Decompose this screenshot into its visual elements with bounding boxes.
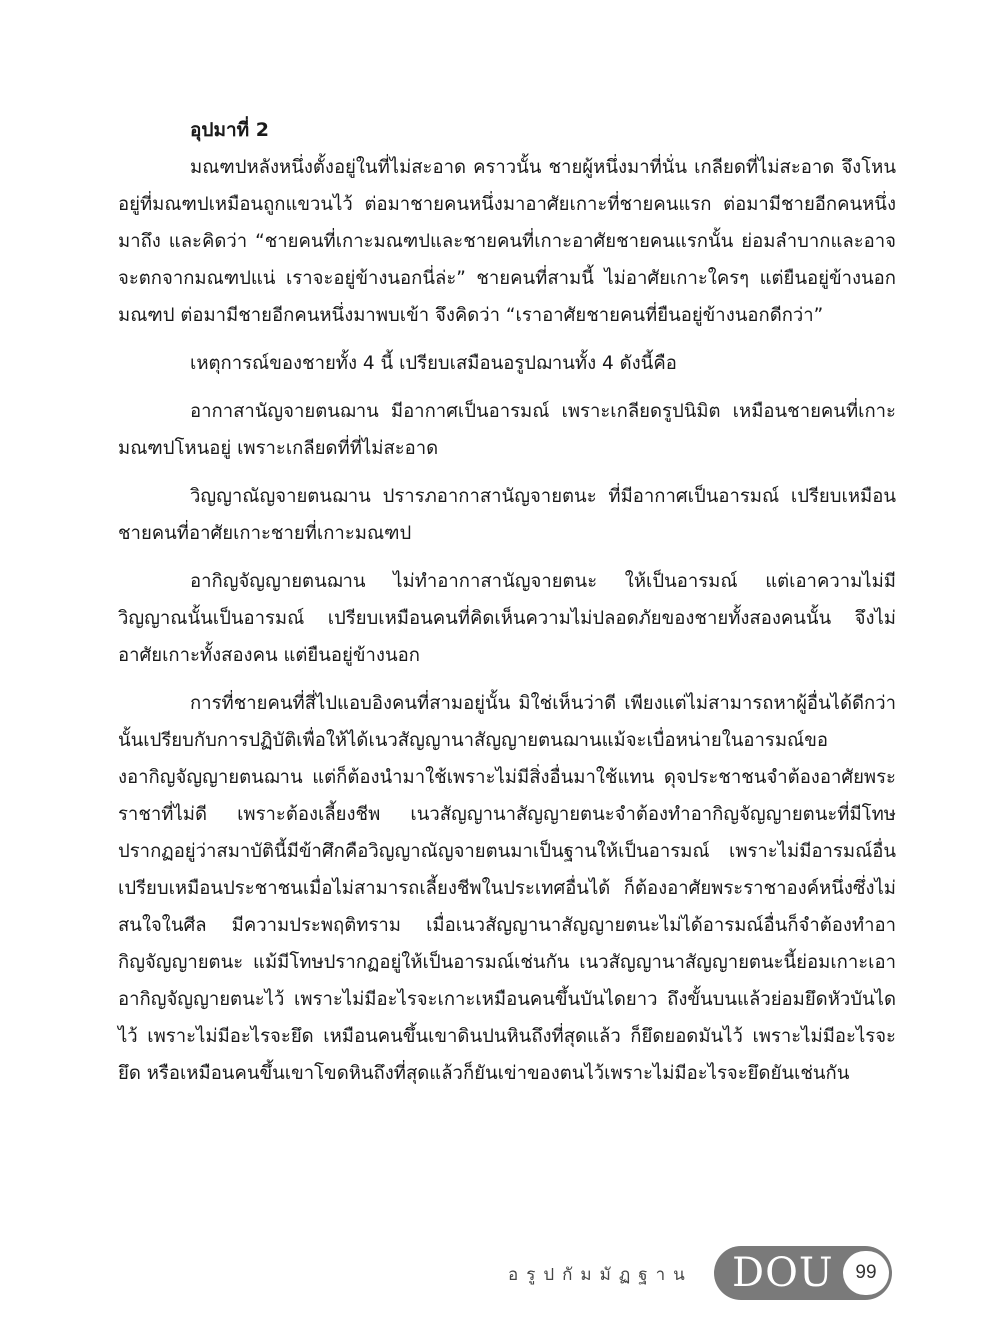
paragraph-story: มณฑปหลังหนึ่งตั้งอยู่ในที่ไม่สะอาด คราวนั้น ชายผู้หนึ่งมาที่นั่น เกลียดที่ไม่สะอาด จึงโหนอยู่ที่มณฑปเหมือนถูกแขวนไว้ ต่อมาชายคนหนึ่งมาอาศัยเกาะที่ชายคนแรก ต่อมามีชายอีกคนหนึ่งมาถึง และคิดว่า “ชายคนที่เกาะมณฑปและชายคนที่เกาะอาศัยชายคนแรกนั้น ย่อมลำบากและอาจจะตกจากมณฑปแน่ เราจะอยู่ข้างนอกนี่ล่ะ” ชายคนที่สามนี้ ไม่อาศัยเกาะใครๆ แต่ยืนอยู่ข้างนอกมณฑป ต่อมามีชายอีกคนหนึ่งมาพบเข้า จึงคิดว่า “เราอาศัยชายคนที่ยืนอยู่ข้างนอกดีกว่า” (118, 157, 896, 326)
paragraph-first-jhana: อากาสานัญจายตนฌาน มีอากาศเป็นอารมณ์ เพราะเกลียดรูปนิมิต เหมือนชายคนที่เกาะมณฑปโหนอยู่ เพราะเกลียดที่ที่ไม่สะอาด (118, 401, 896, 459)
paragraph-comparison-intro: เหตุการณ์ของชายทั้ง 4 นี้ เปรียบเสมือนอรูปฌานทั้ง 4 ดังนี้คือ (190, 353, 677, 374)
dou-logo-text: DOU (732, 1250, 834, 1296)
page-number: 99 (843, 1251, 889, 1295)
section-heading: อุปมาที่ 2 (190, 119, 270, 141)
page-body (118, 112, 896, 1103)
page-footer (0, 1246, 1000, 1302)
paragraph-third-jhana: อากิญจัญญายตนฌาน ไม่ทำอากาสานัญจายตนะ ให้เป็นอารมณ์ แต่เอาความไม่มีวิญญาณนั้นเป็นอารมณ์ เปรียบเหมือนคนที่คิดเห็นความไม่ปลอดภัยของชายทั้งสองคนนั้น จึงไม่อาศัยเกาะทั้งสองคน แต่ยืนอยู่ข้างนอก (118, 571, 896, 666)
running-book-title: อรูปกัมมัฏฐาน (508, 1265, 693, 1285)
paragraph-fourth-jhana: การที่ชายคนที่สี่ไปแอบอิงคนที่สามอยู่นั้น มิใช่เห็นว่าดี เพียงแต่ไม่สามารถหาผู้อื่นได้ดีกว่านั้นเปรียบกับการปฏิบัติเพื่อให้ได้เนวสัญญานาสัญญายตนฌานแม้จะเบื่อหน่ายในอารมณ์ของอากิญจัญญายตนฌาน แต่ก็ต้องนำมาใช้เพราะไม่มีสิ่งอื่นมาใช้แทน ดุจประชาชนจำต้องอาศัยพระราชาที่ไม่ดี เพราะต้องเลี้ยงชีพ เนวสัญญานาสัญญายตนะจำต้องทำอากิญจัญญายตนะที่มีโทษปรากฏอยู่ว่าสมาบัตินี้มีข้าศึกคือวิญญาณัญจายตนมาเป็นฐานให้เป็นอารมณ์ เพราะไม่มีอารมณ์อื่น เปรียบเหมือนประชาชนเมื่อไม่สามารถเลี้ยงชีพในประเทศอื่นได้ ก็ต้องอาศัยพระราชาองค์หนึ่งซึ่งไม่สนใจในศีล มีความประพฤติทราม เมื่อเนวสัญญานาสัญญายตนะไม่ได้อารมณ์อื่นก็จำต้องทำอากิญจัญญายตนะ แม้มีโทษปรากฏอยู่ให้เป็นอารมณ์เช่นกัน เนวสัญญานาสัญญายตนะนี้ย่อมเกาะเอาอากิญจัญญายตนะไว้ เพราะไม่มีอะไรจะเกาะเหมือนคนขึ้นบันไดยาว ถึงขั้นบนแล้วย่อมยึดหัวบันไดไว้ เพราะไม่มีอะไรจะยึด เหมือนคนขึ้นเขาดินปนหินถึงที่สุดแล้ว ก็ยึดยอดมันไว้ เพราะไม่มีอะไรจะยึด หรือเหมือนคนขึ้นเขาโขดหินถึงที่สุดแล้วก็ยันเข่าของตนไว้เพราะไม่มีอะไรจะยึดยันเช่นกัน (118, 693, 896, 1084)
paragraph-second-jhana: วิญญาณัญจายตนฌาน ปรารภอากาสานัญจายตนะ ที่มีอากาศเป็นอารมณ์ เปรียบเหมือนชายคนที่อาศัยเกาะชายที่เกาะมณฑป (118, 486, 896, 544)
dou-badge (714, 1246, 892, 1300)
